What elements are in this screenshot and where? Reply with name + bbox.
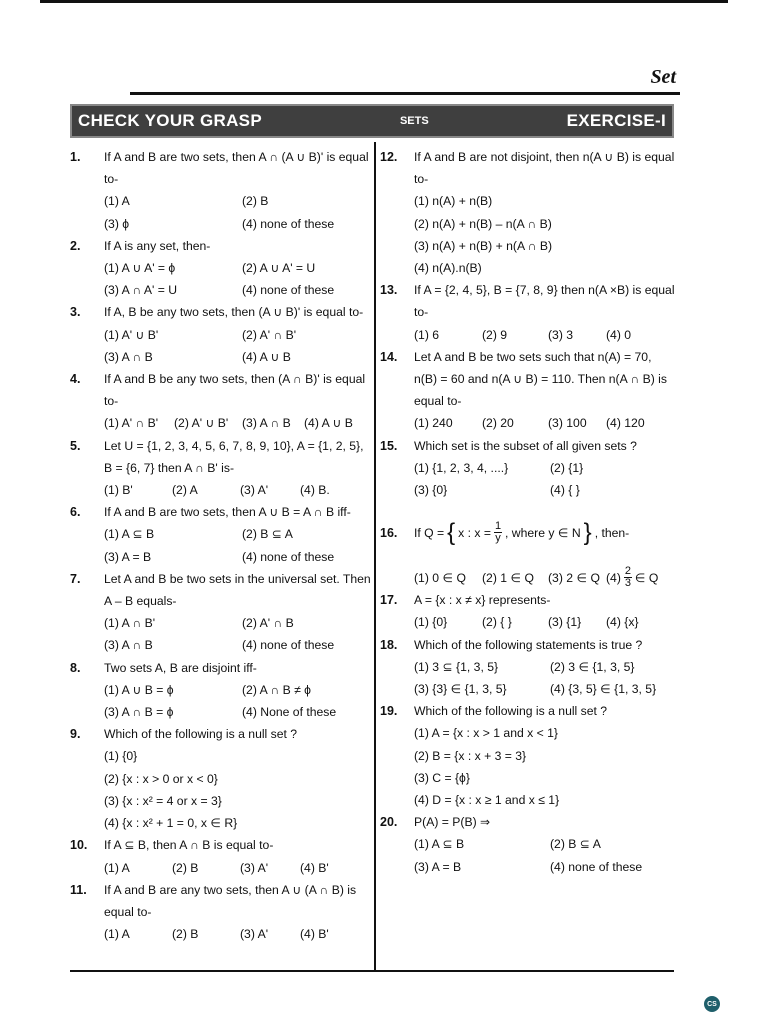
question-3: 3. If A, B be any two sets, then (A ∪ B)' is equal to- (1) A' ∪ B' (2) A' ∩ B' (3) A ∩ B (4) A ∪ B xyxy=(70,305,364,364)
question-17: 17. A = {x : x ≠ x} represents- (1) {0} (2) { } (3) {1} (4) {x} xyxy=(380,593,639,630)
fraction-1-over-y: $\frac{1}{y}$ xyxy=(494,520,502,545)
banner-topic: SETS xyxy=(399,115,429,127)
question-10: 10. If A ⊆ B, then A ∩ B is equal to- (1) A (2) B (3) A' (4) B' xyxy=(70,838,329,875)
banner-check-your-grasp: CHECK YOUR GRASP xyxy=(78,111,262,130)
question-2: 2. If A is any set, then- (1) A ∪ A' = ϕ (2) A ∪ A' = U (3) A ∩ A' = U (4) none of these xyxy=(70,238,335,298)
question-4: 4. If A and B be any two sets, then (A ∩ B)' is equal to- (1) A' ∩ B' (2) A' ∪ B' (3) A ∩ B (4) A ∪ B xyxy=(70,372,366,431)
question-6: 6. If A and B are two sets, then A ∪ B = A ∩ B iff- (1) A ⊆ B (2) B ⊆ A (3) A = B (4) none of these xyxy=(70,505,351,564)
right-brace: } xyxy=(583,518,592,546)
question-20: 20. P(A) = P(B) ⇒ (1) A ⊆ B (2) B ⊆ A (3) A = B (4) none of these xyxy=(380,815,643,874)
top-rule xyxy=(40,0,728,3)
question-5: 5. Let U = {1, 2, 3, 4, 5, 6, 7, 8, 9, 10}, A = {1, 2, 5}, B = {6, 7} then A ∩ B' is- (1) B' (2) A (3) A' (4) B. xyxy=(70,438,364,498)
bottom-rule xyxy=(70,970,674,972)
question-19: 19. Which of the following is a null set ? (1) A = {x : x > 1 and x < 1} (2) B = {x : x + 3 = 3} (3) C = {ϕ} (4) D = {x : x ≥ 1 and x ≤ 1} xyxy=(380,704,608,808)
column-divider xyxy=(374,142,376,970)
question-18: 18. Which of the following statements is true ? (1) 3 ⊆ {1, 3, 5} (2) 3 ∈ {1, 3, 5} (3) {3} ∈ {1, 3, 5} (4) {3, 5} ∈ {1, 3, 5} xyxy=(380,637,657,697)
question-11: 11. If A and B are any two sets, then A ∪ (A ∩ B) is equal to- (1) A (2) B (3) A' (4) B' xyxy=(70,882,357,942)
q16-tail: , then- xyxy=(594,525,630,540)
banner-exercise: EXERCISE-I xyxy=(566,111,666,130)
left-column xyxy=(70,146,370,945)
question-14: 14. Let A and B be two sets such that n(A) = 70, n(B) = 60 and n(A ∪ B) = 110. Then n(A ∩ B) is equal to- (1) 240 (2) 20 (3) 100 (4) 120 xyxy=(380,349,667,431)
right-column xyxy=(380,146,674,878)
left-brace: { xyxy=(447,518,456,546)
question-16: 16. If Q = { x : x = $\frac{1}{y}$ , where y ∈ N } , then- (1) 0 ∈ Q (2) 1 ∈ Q (3) 2 ∈ Q (4) $\frac{2}{3}$ ∈ Q xyxy=(380,518,659,590)
header-rule xyxy=(130,92,680,95)
question-12: 12. If A and B are not disjoint, then n(A ∪ B) is equal to- (1) n(A) + n(B) (2) n(A) + n(B) – n(A ∩ B) (3) n(A) + n(B) + n(A ∩ B) (4) n(A).n(B) xyxy=(380,150,675,276)
question-13: 13. If A = {2, 4, 5}, B = {7, 8, 9} then n(A ×B) is equal to- (1) 6 (2) 9 (3) 3 (4) 0 xyxy=(380,283,675,342)
q16-set-builder: x : x = xyxy=(458,525,492,540)
q16-lead: If Q = xyxy=(414,525,445,540)
question-9: 9. Which of the following is a null set ? (1) {0} (2) {x : x > 0 or x < 0} (3) {x : x² = 4 or x = 3} (4) {x : x² + 1 = 0, x ∈ R} xyxy=(70,727,298,831)
question-15: 15. Which set is the subset of all given sets ? (1) {1, 2, 3, 4, ....} (2) {1} (3) {0} (4) { } xyxy=(380,438,637,498)
question-8: 8. Two sets A, B are disjoint iff- (1) A ∪ B = ϕ (2) A ∩ B ≠ ϕ (3) A ∩ B = ϕ (4) None of these xyxy=(70,660,337,720)
question-1: 1. If A and B are two sets, then A ∩ (A ∪ B)' is equal to- (1) A (2) B (3) ϕ (4) none of these xyxy=(70,150,369,231)
fraction-2-over-3: $\frac{2}{3}$ xyxy=(624,565,631,590)
q16-condition: , where y ∈ N xyxy=(505,525,581,540)
chapter-title: Set xyxy=(650,66,676,88)
camscanner-badge-icon: CS xyxy=(704,996,720,1012)
exercise-banner xyxy=(70,104,674,138)
question-7: 7. Let A and B be two sets in the universal set. Then A – B equals- (1) A ∩ B' (2) A' ∩ B (3) A ∩ B (4) none of these xyxy=(70,571,371,653)
